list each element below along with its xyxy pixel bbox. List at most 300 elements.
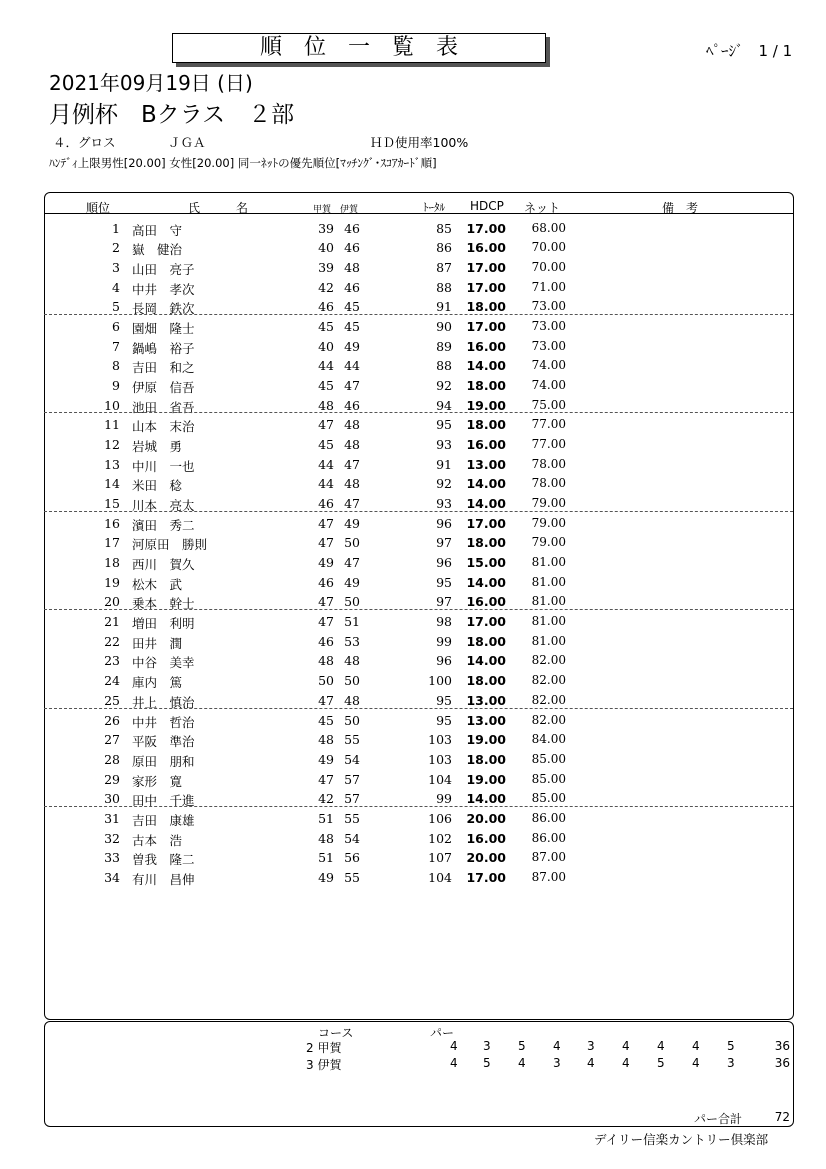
- name-cell: 西川 賀久: [132, 557, 195, 573]
- hdcp-cell: 14.00: [466, 653, 506, 669]
- rank-cell: 16: [104, 515, 120, 531]
- iga-score-cell: 49: [344, 515, 360, 531]
- iga-score-cell: 57: [344, 771, 360, 787]
- koka-score-cell: 50: [318, 673, 334, 689]
- rank-cell: 7: [112, 338, 120, 354]
- koka-score-cell: 47: [318, 417, 334, 433]
- table-row: [44, 218, 793, 238]
- hdcp-cell: 18.00: [466, 751, 506, 767]
- info-org: ＪＧＡ: [168, 135, 206, 150]
- koka-score-cell: 47: [318, 771, 334, 787]
- table-row: [44, 355, 793, 375]
- rank-cell: 3: [112, 259, 120, 275]
- name-cell: 古本 浩: [132, 832, 183, 848]
- rank-cell: 2: [112, 240, 120, 256]
- name-cell: 岩城 勇: [132, 438, 183, 454]
- net-cell: 87.00: [531, 850, 566, 865]
- rank-cell: 23: [104, 653, 120, 669]
- koka-score-cell: 42: [318, 791, 334, 807]
- rank-cell: 26: [104, 712, 120, 728]
- table-row: [44, 867, 793, 887]
- net-cell: 82.00: [531, 653, 566, 668]
- net-cell: 85.00: [531, 751, 566, 766]
- hdcp-cell: 14.00: [466, 476, 506, 492]
- net-cell: 77.00: [531, 417, 566, 432]
- koka-score-cell: 46: [318, 574, 334, 590]
- par-total-value: 72: [774, 1110, 790, 1124]
- hdcp-cell: 14.00: [466, 791, 506, 807]
- table-row: [44, 473, 793, 493]
- total-cell: 92: [436, 377, 452, 393]
- info-format: ４．グロス: [53, 135, 116, 150]
- rank-cell: 30: [104, 791, 120, 807]
- net-cell: 79.00: [531, 535, 566, 550]
- net-cell: 86.00: [531, 830, 566, 845]
- handicap-rules: ﾊﾝﾃﾞｨ上限男性[20.00] 女性[20.00] 同一ﾈｯﾄの優先順位[ﾏｯﾁﾝｸﾞ･ｽｺｱｶｰﾄﾞ順]: [49, 156, 437, 170]
- rank-cell: 4: [112, 279, 120, 295]
- page-number: ﾍﾟｰｼﾞ 1 / 1: [706, 42, 793, 60]
- name-cell: 家形 寛: [132, 773, 183, 789]
- hdcp-cell: 13.00: [466, 712, 506, 728]
- table-row: [44, 749, 793, 769]
- header-name-2: 名: [236, 201, 249, 215]
- course-par-sum: 36: [774, 1039, 790, 1053]
- name-cell: 高田 守: [132, 222, 183, 238]
- name-cell: 嶽 健治: [132, 242, 183, 258]
- total-cell: 104: [428, 869, 452, 885]
- total-cell: 96: [436, 555, 452, 571]
- table-row: [44, 277, 793, 297]
- name-cell: 井上 慎治: [132, 694, 195, 710]
- course-par-sum: 36: [774, 1056, 790, 1070]
- net-cell: 75.00: [531, 397, 566, 412]
- hole-par: 4: [622, 1056, 630, 1070]
- hdcp-cell: 16.00: [466, 338, 506, 354]
- total-cell: 97: [436, 594, 452, 610]
- table-row: [44, 808, 793, 828]
- iga-score-cell: 48: [344, 436, 360, 452]
- iga-score-cell: 49: [344, 338, 360, 354]
- rank-cell: 31: [104, 810, 120, 826]
- total-cell: 93: [436, 496, 452, 512]
- rank-cell: 10: [104, 397, 120, 413]
- total-cell: 98: [436, 614, 452, 630]
- net-cell: 74.00: [531, 358, 566, 373]
- table-row: [44, 434, 793, 454]
- koka-score-cell: 39: [318, 259, 334, 275]
- hole-par: 4: [450, 1056, 458, 1070]
- header-net: ネット: [524, 201, 561, 215]
- name-cell: 山田 亮子: [132, 261, 195, 277]
- iga-score-cell: 45: [344, 299, 360, 315]
- header-remarks: 備 考: [662, 201, 699, 215]
- name-cell: 増田 利明: [132, 616, 195, 632]
- net-cell: 81.00: [531, 594, 566, 609]
- group-divider: [44, 412, 793, 413]
- total-cell: 99: [436, 791, 452, 807]
- table-row: [44, 769, 793, 789]
- table-row: [44, 847, 793, 867]
- table-row: [44, 316, 793, 336]
- name-cell: 山本 末治: [132, 419, 195, 435]
- hdcp-cell: 16.00: [466, 594, 506, 610]
- iga-score-cell: 53: [344, 633, 360, 649]
- name-cell: 乗本 幹士: [132, 596, 195, 612]
- rank-cell: 13: [104, 456, 120, 472]
- hole-par: 4: [657, 1039, 665, 1053]
- iga-score-cell: 47: [344, 456, 360, 472]
- koka-score-cell: 44: [318, 358, 334, 374]
- rank-cell: 15: [104, 496, 120, 512]
- koka-score-cell: 46: [318, 633, 334, 649]
- hole-par: 4: [553, 1039, 561, 1053]
- hole-par: 3: [727, 1056, 735, 1070]
- koka-score-cell: 42: [318, 279, 334, 295]
- hdcp-cell: 18.00: [466, 417, 506, 433]
- koka-score-cell: 48: [318, 732, 334, 748]
- name-cell: 曽我 隆二: [132, 852, 195, 868]
- iga-score-cell: 48: [344, 476, 360, 492]
- total-cell: 90: [436, 318, 452, 334]
- hdcp-cell: 14.00: [466, 358, 506, 374]
- rank-cell: 9: [112, 377, 120, 393]
- header-divider: [44, 213, 793, 214]
- iga-score-cell: 56: [344, 850, 360, 866]
- name-cell: 吉田 和之: [132, 360, 195, 376]
- rank-cell: 12: [104, 436, 120, 452]
- total-cell: 95: [436, 692, 452, 708]
- total-cell: 91: [436, 299, 452, 315]
- net-cell: 82.00: [531, 712, 566, 727]
- iga-score-cell: 44: [344, 358, 360, 374]
- net-cell: 81.00: [531, 574, 566, 589]
- hdcp-cell: 14.00: [466, 496, 506, 512]
- net-cell: 86.00: [531, 810, 566, 825]
- total-cell: 96: [436, 515, 452, 531]
- name-cell: 庫内 篤: [132, 675, 183, 691]
- hdcp-cell: 17.00: [466, 869, 506, 885]
- net-cell: 71.00: [531, 279, 566, 294]
- koka-score-cell: 45: [318, 712, 334, 728]
- rank-cell: 27: [104, 732, 120, 748]
- hdcp-cell: 17.00: [466, 614, 506, 630]
- table-row: [44, 729, 793, 749]
- rank-cell: 29: [104, 771, 120, 787]
- rank-cell: 32: [104, 830, 120, 846]
- hdcp-cell: 14.00: [466, 574, 506, 590]
- name-cell: 中井 哲治: [132, 714, 195, 730]
- rank-cell: 21: [104, 614, 120, 630]
- iga-score-cell: 50: [344, 673, 360, 689]
- name-cell: 有川 昌伸: [132, 871, 195, 887]
- table-row: [44, 375, 793, 395]
- event-name: 月例杯 Bクラス ２部: [49, 102, 295, 128]
- total-cell: 103: [428, 732, 452, 748]
- iga-score-cell: 57: [344, 791, 360, 807]
- rank-cell: 17: [104, 535, 120, 551]
- koka-score-cell: 44: [318, 476, 334, 492]
- name-cell: 長岡 鉄次: [132, 301, 195, 317]
- name-cell: 伊原 信吾: [132, 379, 195, 395]
- koka-score-cell: 45: [318, 377, 334, 393]
- total-cell: 96: [436, 653, 452, 669]
- rank-cell: 34: [104, 869, 120, 885]
- hdcp-cell: 18.00: [466, 299, 506, 315]
- rank-cell: 14: [104, 476, 120, 492]
- name-cell: 中井 孝次: [132, 281, 195, 297]
- group-divider: [44, 708, 793, 709]
- total-cell: 88: [436, 358, 452, 374]
- iga-score-cell: 50: [344, 712, 360, 728]
- club-name: デイリー信楽カントリー倶楽部: [594, 1132, 769, 1147]
- name-cell: 吉田 康雄: [132, 812, 195, 828]
- table-row: [44, 257, 793, 277]
- table-row: [44, 414, 793, 434]
- table-row: [44, 532, 793, 552]
- total-cell: 95: [436, 574, 452, 590]
- iga-score-cell: 50: [344, 594, 360, 610]
- hdcp-cell: 19.00: [466, 732, 506, 748]
- total-cell: 107: [428, 850, 452, 866]
- net-cell: 73.00: [531, 299, 566, 314]
- total-cell: 102: [428, 830, 452, 846]
- iga-score-cell: 48: [344, 692, 360, 708]
- iga-score-cell: 46: [344, 240, 360, 256]
- total-cell: 87: [436, 259, 452, 275]
- net-cell: 73.00: [531, 338, 566, 353]
- table-row: [44, 710, 793, 730]
- table-row: [44, 828, 793, 848]
- total-cell: 103: [428, 751, 452, 767]
- rank-cell: 28: [104, 751, 120, 767]
- info-hd: ＨＤ使用率100%: [370, 135, 469, 150]
- hole-par: 4: [692, 1056, 700, 1070]
- total-cell: 97: [436, 535, 452, 551]
- net-cell: 78.00: [531, 456, 566, 471]
- page-title: 順 位 一 覧 表: [259, 35, 458, 60]
- iga-score-cell: 48: [344, 259, 360, 275]
- koka-score-cell: 48: [318, 830, 334, 846]
- hdcp-cell: 19.00: [466, 771, 506, 787]
- total-cell: 99: [436, 633, 452, 649]
- rank-cell: 18: [104, 555, 120, 571]
- name-cell: 中谷 美幸: [132, 655, 195, 671]
- net-cell: 81.00: [531, 633, 566, 648]
- table-row: [44, 552, 793, 572]
- event-date: 2021年09月19日 (日): [49, 71, 253, 95]
- koka-score-cell: 47: [318, 535, 334, 551]
- group-divider: [44, 314, 793, 315]
- koka-score-cell: 48: [318, 397, 334, 413]
- name-cell: 中川 一也: [132, 458, 195, 474]
- rank-cell: 25: [104, 692, 120, 708]
- hdcp-cell: 18.00: [466, 377, 506, 393]
- hole-par: 3: [587, 1039, 595, 1053]
- name-cell: 河原田 勝則: [132, 537, 208, 553]
- rank-cell: 22: [104, 633, 120, 649]
- iga-score-cell: 48: [344, 653, 360, 669]
- koka-score-cell: 49: [318, 869, 334, 885]
- header-iga: 伊賀: [340, 205, 359, 215]
- par-label: パー: [430, 1026, 455, 1040]
- net-cell: 73.00: [531, 318, 566, 333]
- course-label: コース: [318, 1026, 354, 1040]
- hdcp-cell: 16.00: [466, 436, 506, 452]
- total-cell: 92: [436, 476, 452, 492]
- iga-score-cell: 48: [344, 417, 360, 433]
- iga-score-cell: 54: [344, 830, 360, 846]
- name-cell: 池田 省吾: [132, 399, 195, 415]
- hdcp-cell: 16.00: [466, 240, 506, 256]
- koka-score-cell: 51: [318, 810, 334, 826]
- hdcp-cell: 16.00: [466, 830, 506, 846]
- rank-cell: 24: [104, 673, 120, 689]
- name-cell: 濱田 秀二: [132, 517, 195, 533]
- iga-score-cell: 55: [344, 732, 360, 748]
- net-cell: 78.00: [531, 476, 566, 491]
- total-cell: 94: [436, 397, 452, 413]
- hdcp-cell: 17.00: [466, 318, 506, 334]
- table-row: [44, 670, 793, 690]
- hdcp-cell: 20.00: [466, 810, 506, 826]
- total-cell: 88: [436, 279, 452, 295]
- koka-score-cell: 49: [318, 751, 334, 767]
- koka-score-cell: 39: [318, 220, 334, 236]
- hole-par: 4: [450, 1039, 458, 1053]
- hole-par: 3: [483, 1039, 491, 1053]
- net-cell: 79.00: [531, 496, 566, 511]
- koka-score-cell: 46: [318, 299, 334, 315]
- course-name: 2 甲賀: [306, 1041, 342, 1055]
- iga-score-cell: 47: [344, 555, 360, 571]
- hdcp-cell: 20.00: [466, 850, 506, 866]
- net-cell: 82.00: [531, 692, 566, 707]
- table-row: [44, 631, 793, 651]
- table-row: [44, 611, 793, 631]
- iga-score-cell: 50: [344, 535, 360, 551]
- iga-score-cell: 55: [344, 810, 360, 826]
- net-cell: 79.00: [531, 515, 566, 530]
- hole-par: 5: [727, 1039, 735, 1053]
- rank-cell: 19: [104, 574, 120, 590]
- iga-score-cell: 46: [344, 220, 360, 236]
- koka-score-cell: 40: [318, 240, 334, 256]
- net-cell: 81.00: [531, 555, 566, 570]
- table-row: [44, 454, 793, 474]
- rank-cell: 33: [104, 850, 120, 866]
- hdcp-cell: 18.00: [466, 673, 506, 689]
- net-cell: 81.00: [531, 614, 566, 629]
- net-cell: 68.00: [531, 220, 566, 235]
- course-name: 3 伊賀: [306, 1058, 342, 1072]
- net-cell: 85.00: [531, 791, 566, 806]
- iga-score-cell: 47: [344, 496, 360, 512]
- hole-par: 5: [657, 1056, 665, 1070]
- koka-score-cell: 45: [318, 318, 334, 334]
- table-row: [44, 336, 793, 356]
- group-divider: [44, 511, 793, 512]
- hdcp-cell: 13.00: [466, 456, 506, 472]
- name-cell: 田井 潤: [132, 635, 183, 651]
- course-par-frame: [44, 1021, 794, 1127]
- header-total: ﾄｰﾀﾙ: [423, 201, 445, 214]
- iga-score-cell: 46: [344, 397, 360, 413]
- header-rank: 順位: [86, 201, 111, 215]
- name-cell: 鍋嶋 裕子: [132, 340, 195, 356]
- koka-score-cell: 47: [318, 515, 334, 531]
- hdcp-cell: 18.00: [466, 535, 506, 551]
- total-cell: 106: [428, 810, 452, 826]
- table-row: [44, 513, 793, 533]
- rank-cell: 1: [112, 220, 120, 236]
- net-cell: 85.00: [531, 771, 566, 786]
- hole-par: 4: [518, 1056, 526, 1070]
- hole-par: 5: [483, 1056, 491, 1070]
- net-cell: 87.00: [531, 869, 566, 884]
- name-cell: 米田 稔: [132, 478, 183, 494]
- hole-par: 4: [692, 1039, 700, 1053]
- name-cell: 園畑 隆士: [132, 320, 195, 336]
- net-cell: 70.00: [531, 259, 566, 274]
- net-cell: 77.00: [531, 436, 566, 451]
- hole-par: 3: [553, 1056, 561, 1070]
- table-row: [44, 650, 793, 670]
- title-box: [172, 33, 546, 63]
- total-cell: 86: [436, 240, 452, 256]
- koka-score-cell: 40: [318, 338, 334, 354]
- hdcp-cell: 18.00: [466, 633, 506, 649]
- total-cell: 104: [428, 771, 452, 787]
- group-divider: [44, 609, 793, 610]
- net-cell: 84.00: [531, 732, 566, 747]
- total-cell: 89: [436, 338, 452, 354]
- koka-score-cell: 48: [318, 653, 334, 669]
- header-hdcp: HDCP: [470, 199, 504, 213]
- name-cell: 原田 朋和: [132, 753, 195, 769]
- koka-score-cell: 51: [318, 850, 334, 866]
- total-cell: 93: [436, 436, 452, 452]
- iga-score-cell: 55: [344, 869, 360, 885]
- iga-score-cell: 46: [344, 279, 360, 295]
- net-cell: 74.00: [531, 377, 566, 392]
- total-cell: 85: [436, 220, 452, 236]
- hole-par: 4: [587, 1056, 595, 1070]
- name-cell: 川本 亮太: [132, 498, 195, 514]
- total-cell: 100: [428, 673, 452, 689]
- name-cell: 松木 武: [132, 576, 183, 592]
- total-cell: 91: [436, 456, 452, 472]
- hdcp-cell: 17.00: [466, 259, 506, 275]
- hole-par: 5: [518, 1039, 526, 1053]
- table-row: [44, 237, 793, 257]
- iga-score-cell: 54: [344, 751, 360, 767]
- rank-cell: 20: [104, 594, 120, 610]
- table-row: [44, 572, 793, 592]
- hdcp-cell: 19.00: [466, 397, 506, 413]
- hdcp-cell: 17.00: [466, 515, 506, 531]
- koka-score-cell: 47: [318, 614, 334, 630]
- hdcp-cell: 17.00: [466, 220, 506, 236]
- total-cell: 95: [436, 712, 452, 728]
- par-total-label: パー合計: [694, 1112, 743, 1126]
- koka-score-cell: 44: [318, 456, 334, 472]
- hdcp-cell: 13.00: [466, 692, 506, 708]
- koka-score-cell: 47: [318, 594, 334, 610]
- net-cell: 70.00: [531, 240, 566, 255]
- iga-score-cell: 45: [344, 318, 360, 334]
- group-divider: [44, 806, 793, 807]
- name-cell: 田中 千進: [132, 793, 195, 809]
